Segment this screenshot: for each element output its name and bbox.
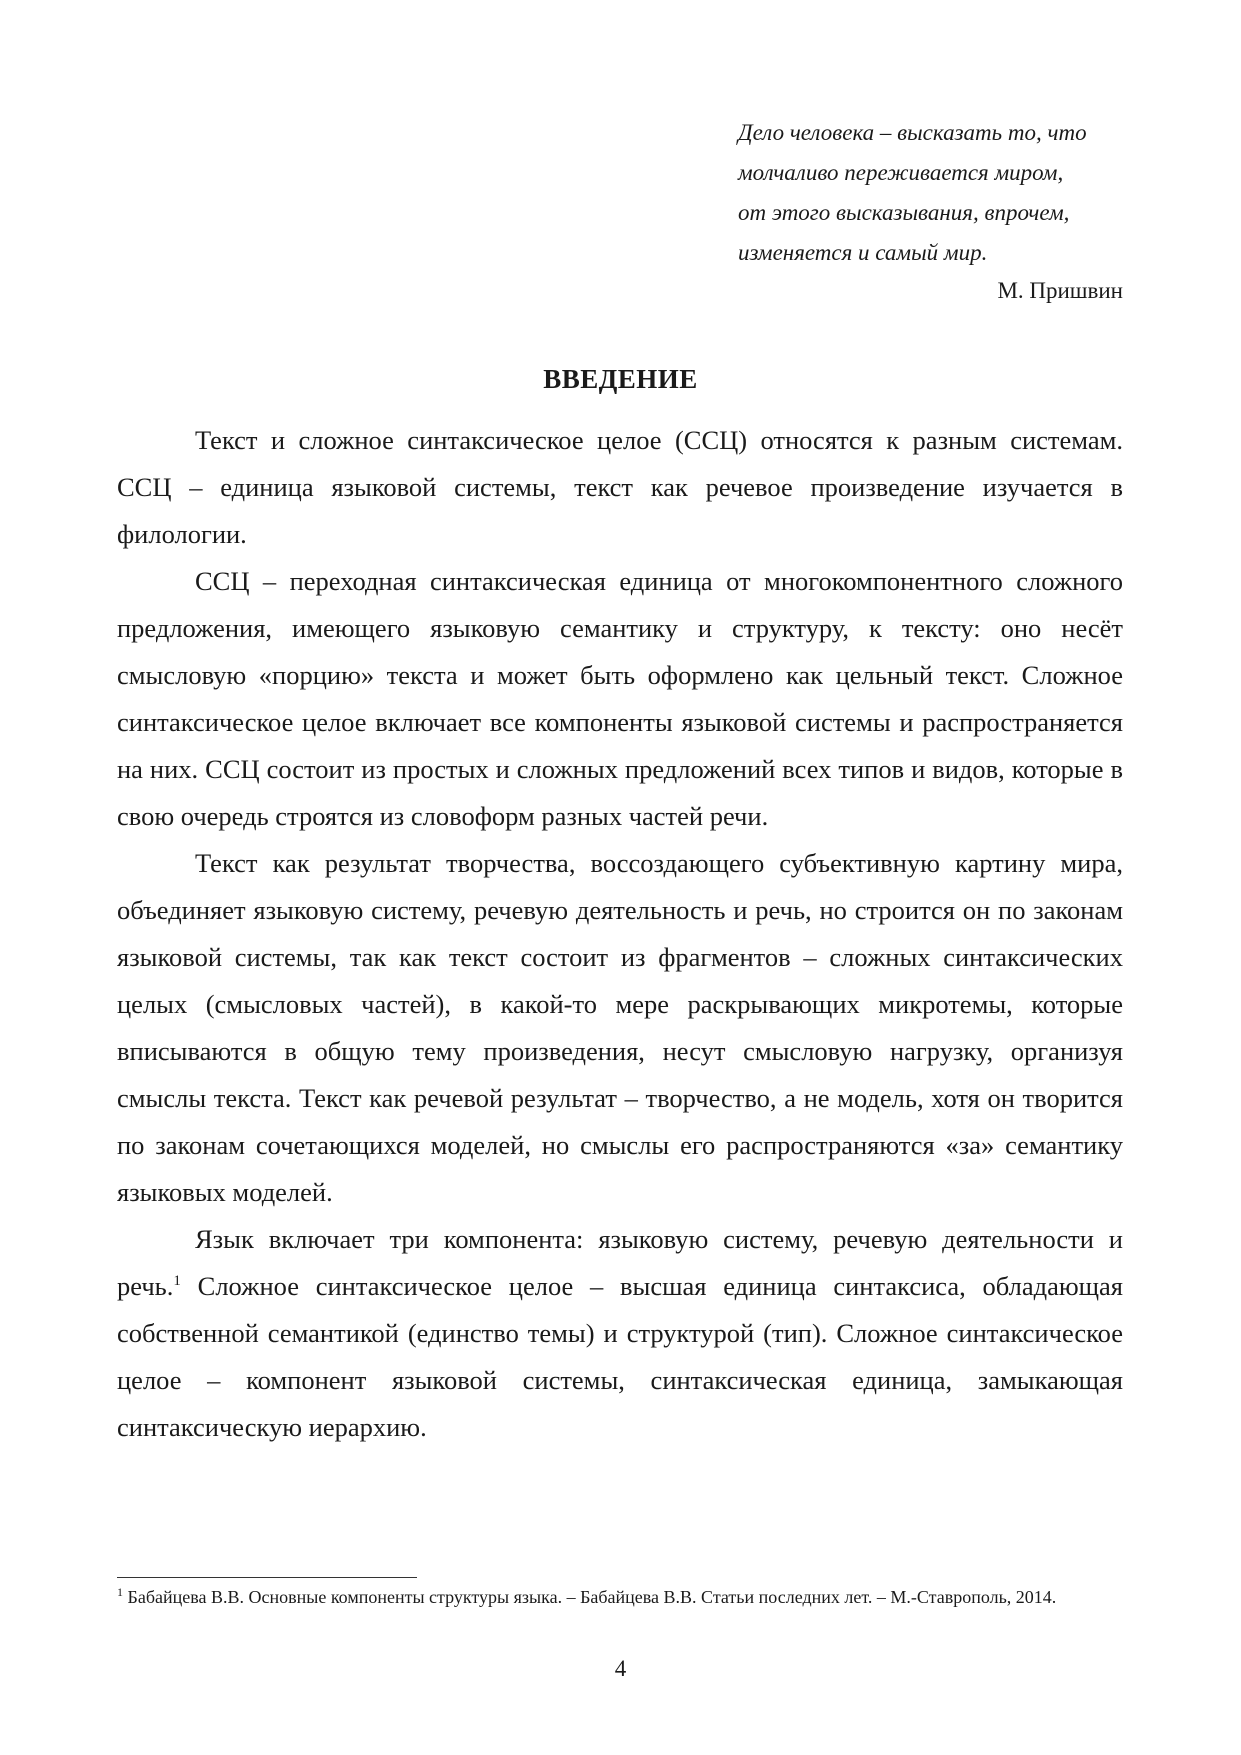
epigraph-line: от этого высказывания, впрочем, (738, 200, 1070, 225)
epigraph-author: М. Пришвин (997, 278, 1123, 303)
body-text (117, 417, 1123, 1451)
footnote (117, 1585, 1123, 1610)
epigraph-line: молчаливо переживается миром, (738, 160, 1064, 185)
footnote-reference[interactable]: 1 (173, 1273, 181, 1290)
footnote-divider (117, 1577, 417, 1578)
paragraph-1: Текст и сложное синтаксическое целое (ССЦ) относятся к разным системам. ССЦ – единица языковой системы, текст как речевое произведение изучается в филологии. (117, 425, 1123, 549)
paragraph-3: Текст как результат творчества, воссоздающего субъективную картину мира, объединяет языковую систему, речевую деятельность и речь, но строится он по законам языковой системы, так как текст состоит из фрагментов – сложных синтаксических целых (смысловых частей), в какой-то мере раскрывающих микротемы, которые вписываются в общую тему произведения, несут смысловую нагрузку, организуя смыслы текста. Текст как речевой результат – творчество, а не модель, хотя он творится по законам сочетающихся моделей, но смыслы его распространяются «за» семантику языковых моделей. (117, 848, 1123, 1207)
section-heading: ВВЕДЕНИЕ (543, 364, 698, 394)
footnote-marker: 1 (117, 1585, 123, 1599)
epigraph-line: Дело человека – высказать то, что (738, 120, 1087, 145)
footnote-text: Бабайцева В.В. Основные компоненты структуры языка. – Бабайцева В.В. Статьи последних лет. – М.-Ставрополь, 2014. (123, 1587, 1057, 1607)
epigraph-line: изменяется и самый мир. (738, 240, 988, 265)
epigraph (738, 113, 1128, 309)
paragraph-4 (117, 1216, 1123, 1451)
paragraph-4-text-start: Язык включает три компонента: языковую систему, речевую деятельности и речь. (117, 1224, 1123, 1301)
page-number: 4 (614, 1656, 627, 1681)
paragraph-4-text-end: Сложное синтаксическое целое – высшая единица синтаксиса, обладающая собственной семантикой (единство темы) и структурой (тип). Сложное синтаксическое целое – компонент языковой системы, синтаксическая единица, замыкающая синтаксическую иерархию. (117, 1271, 1123, 1442)
paragraph-2: ССЦ – переходная синтаксическая единица от многокомпонентного сложного предложения, имеющего языковую семантику и структуру, к тексту: оно несёт смысловую «порцию» текста и может быть оформлено как цельный текст. Сложное синтаксическое целое включает все компоненты языковой системы и распространяется на них. ССЦ состоит из простых и сложных предложений всех типов и видов, которые в свою очередь строятся из словоформ разных частей речи. (117, 566, 1123, 831)
